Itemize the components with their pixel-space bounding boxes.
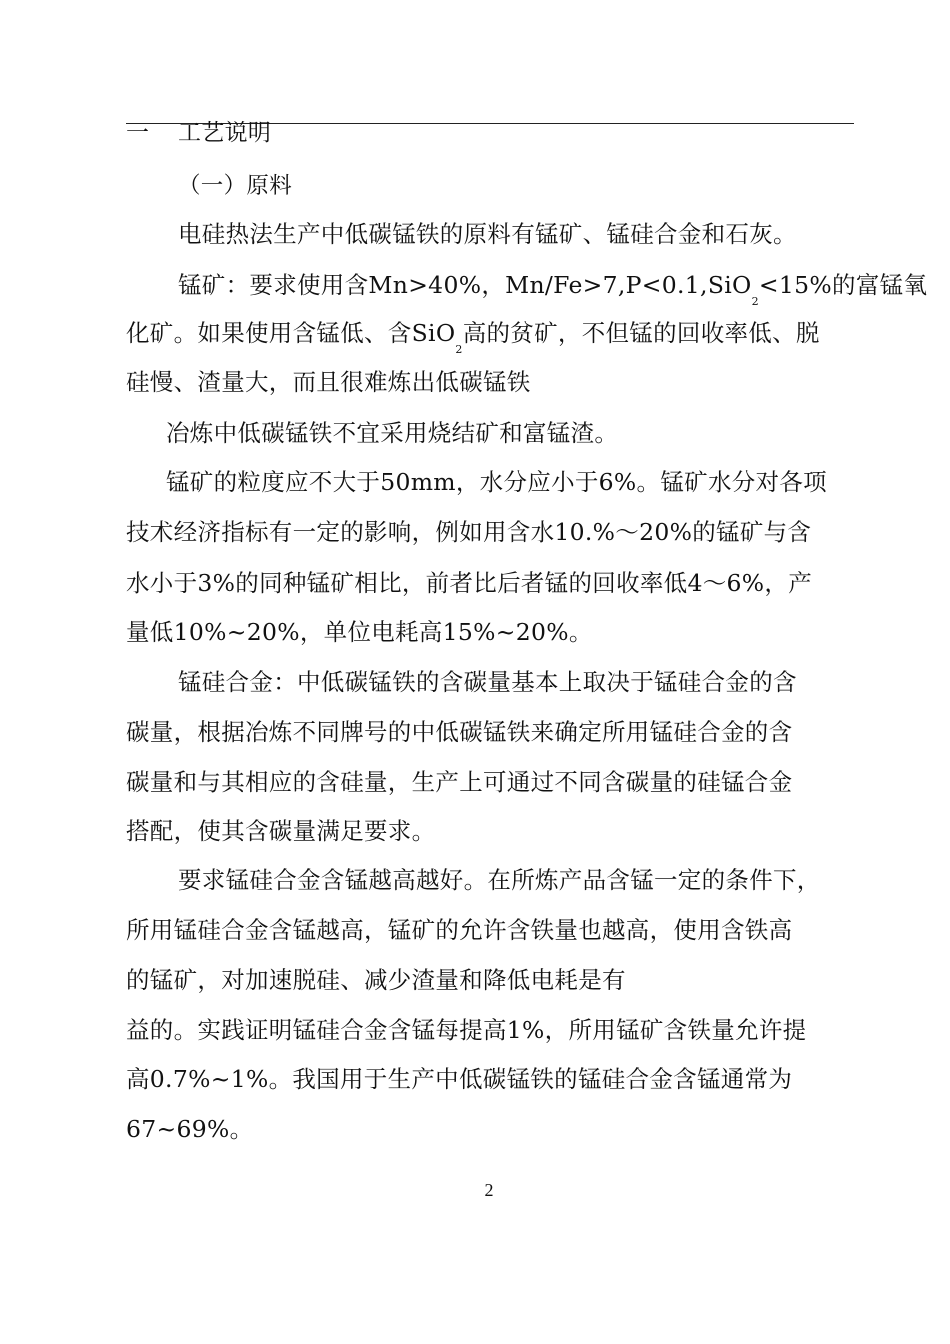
paragraph-intro-line: 电硅热法生产中低碳锰铁的原料有锰矿、锰硅合金和石灰。 <box>178 220 797 248</box>
section-heading <box>126 118 271 148</box>
subscript: 2 <box>751 295 759 308</box>
paragraph-ore-requirement-line: 硅慢、渣量大，而且很难炼出低碳锰铁 <box>126 368 531 396</box>
section-number: 一 <box>126 120 150 146</box>
paragraph-alloy-line: 锰硅合金：中低碳锰铁的含碳量基本上取决于锰硅合金的含 <box>178 668 797 696</box>
paragraph-granularity-line: 量低10%~20%，单位电耗高15%~20%。 <box>126 618 593 646</box>
subsection-title: （一）原料 <box>178 173 293 199</box>
paragraph-ore-requirement-line: 化矿。如果使用含锰低、含SiO$_2$高的贫矿，不但锰的回收率低、脱 <box>126 319 820 356</box>
paragraph-alloy-line: 搭配，使其含碳量满足要求。 <box>126 817 436 845</box>
paragraph-ore-requirement-line: 锰矿：要求使用含Mn>40%，Mn/Fe>7,P<0.1,SiO$_2$<15%的富锰氧 <box>178 271 928 308</box>
paragraph-alloy-mn-line: 要求锰硅合金含锰越高越好。在所炼产品含锰一定的条件下， <box>178 866 821 894</box>
paragraph-alloy-line: 碳量和与其相应的含硅量，生产上可通过不同含碳量的硅锰合金 <box>126 768 793 796</box>
paragraph-alloy-mn-line: 所用锰硅合金含锰越高，锰矿的允许含铁量也越高，使用含铁高 <box>126 916 793 944</box>
paragraph-no-sinter-line: 冶炼中低碳锰铁不宜采用烧结矿和富锰渣。 <box>166 419 619 447</box>
section-title: 工艺说明 <box>178 120 272 146</box>
paragraph-granularity-line: 水小于3%的同种锰矿相比，前者比后者锰的回收率低4～6%，产 <box>126 569 813 597</box>
paragraph-alloy-mn-line: 益的。实践证明锰硅合金含锰每提高1%，所用锰矿含铁量允许提 <box>126 1016 807 1044</box>
page-number: 2 <box>484 1180 494 1200</box>
paragraph-alloy-mn-line: 67~69%。 <box>126 1115 254 1143</box>
paragraph-alloy-mn-line: 的锰矿，对加速脱硅、减少渣量和降低电耗是有 <box>126 966 626 994</box>
paragraph-granularity-line: 锰矿的粒度应不大于50mm，水分应小于6%。锰矿水分对各项 <box>166 468 827 496</box>
subscript: 2 <box>455 343 463 356</box>
paragraph-granularity-line: 技术经济指标有一定的影响，例如用含水10.%～20%的锰矿与含 <box>126 518 812 546</box>
paragraph-alloy-line: 碳量，根据冶炼不同牌号的中低碳锰铁来确定所用锰硅合金的含 <box>126 718 793 746</box>
paragraph-alloy-mn-line: 高0.7%~1%。我国用于生产中低碳锰铁的锰硅合金含锰通常为 <box>126 1065 793 1093</box>
